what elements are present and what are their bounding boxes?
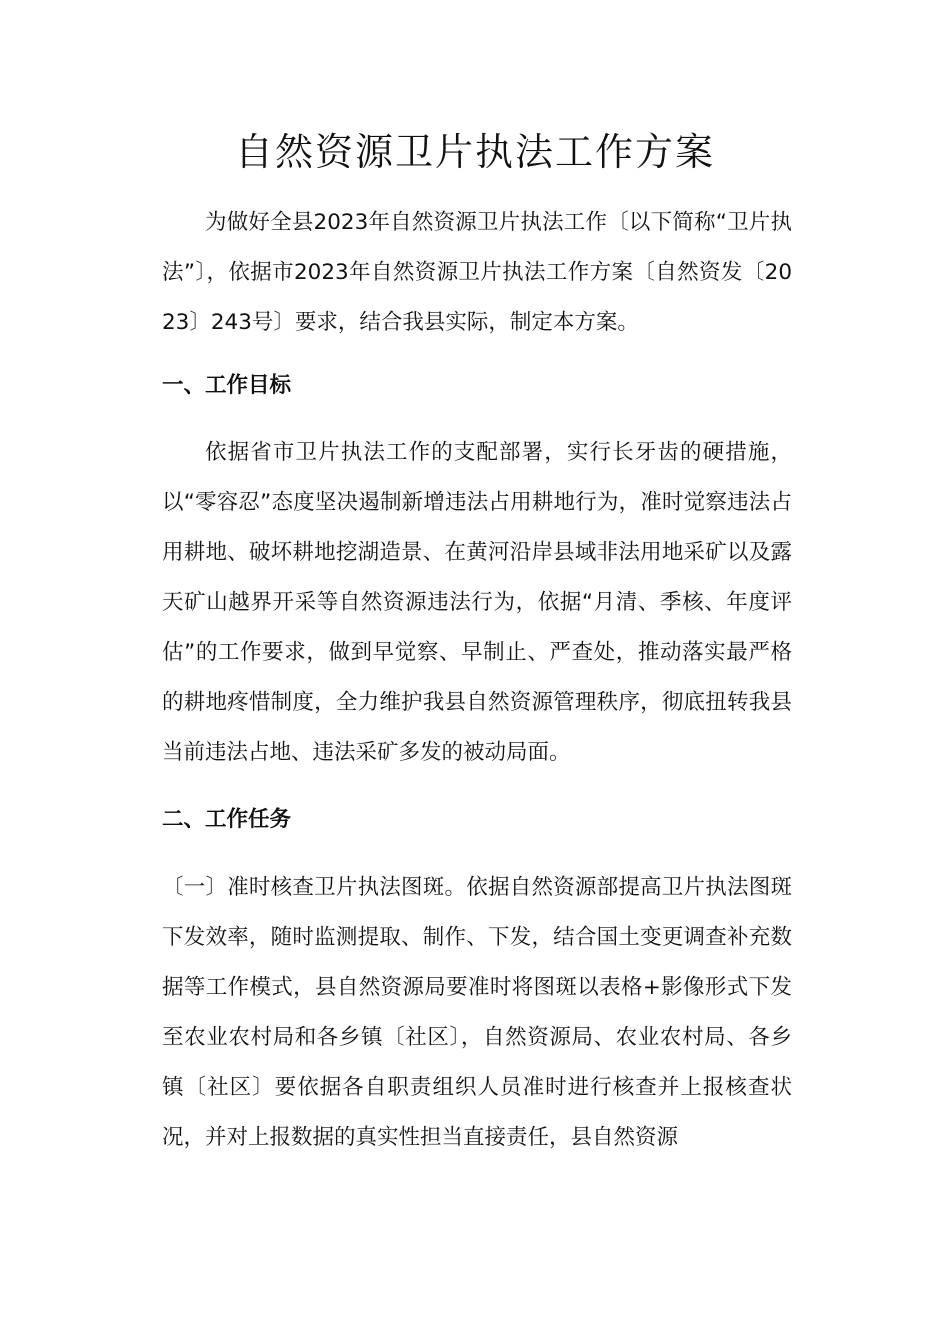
section-body-goals: 依据省市卫片执法工作的支配部署，实行长牙齿的硬措施，以“零容忍”态度坚决遏制新增违法占用耕地行为，准时觉察违法占用耕地、破坏耕地挖湖造景、在黄河沿岸县域非法用地采矿以及露天矿山越界开采等自然资源违法行为，依据“月清、季核、年度评估”的工作要求，做到早觉察、早制止、严查处，推动落实最严格的耕地疼惜制度，全力维护我县自然资源管理秩序，彻底扭转我县当前违法占地、违法采矿多发的被动局面。 — [162, 440, 792, 765]
section-body-tasks: 〔一〕准时核查卫片执法图斑。依据自然资源部提高卫片执法图斑下发效率，随时监测提取、制作、下发，结合国土变更调查补充数据等工作模式，县自然资源局要准时将图斑以表格+影像形式下发至农业农村局和各乡镇〔社区〕，自然资源局、农业农村局、各乡镇〔社区〕要依据各自职责组织人员准时进行核查并上报核查状况，并对上报数据的真实性担当直接责任，县自然资源 — [162, 875, 792, 1150]
section-heading-tasks: 二、工作任务 — [162, 807, 292, 832]
intro-paragraph: 为做好全县2023年自然资源卫片执法工作〔以下简称“卫片执法”〕，依据市2023年自然资源卫片执法工作方案〔自然资发〔2023〕243号〕要求，结合我县实际，制定本方案。 — [162, 210, 792, 335]
document-title: 自然资源卫片执法工作方案 — [234, 130, 715, 174]
section-heading-goals: 一、工作目标 — [162, 373, 292, 398]
